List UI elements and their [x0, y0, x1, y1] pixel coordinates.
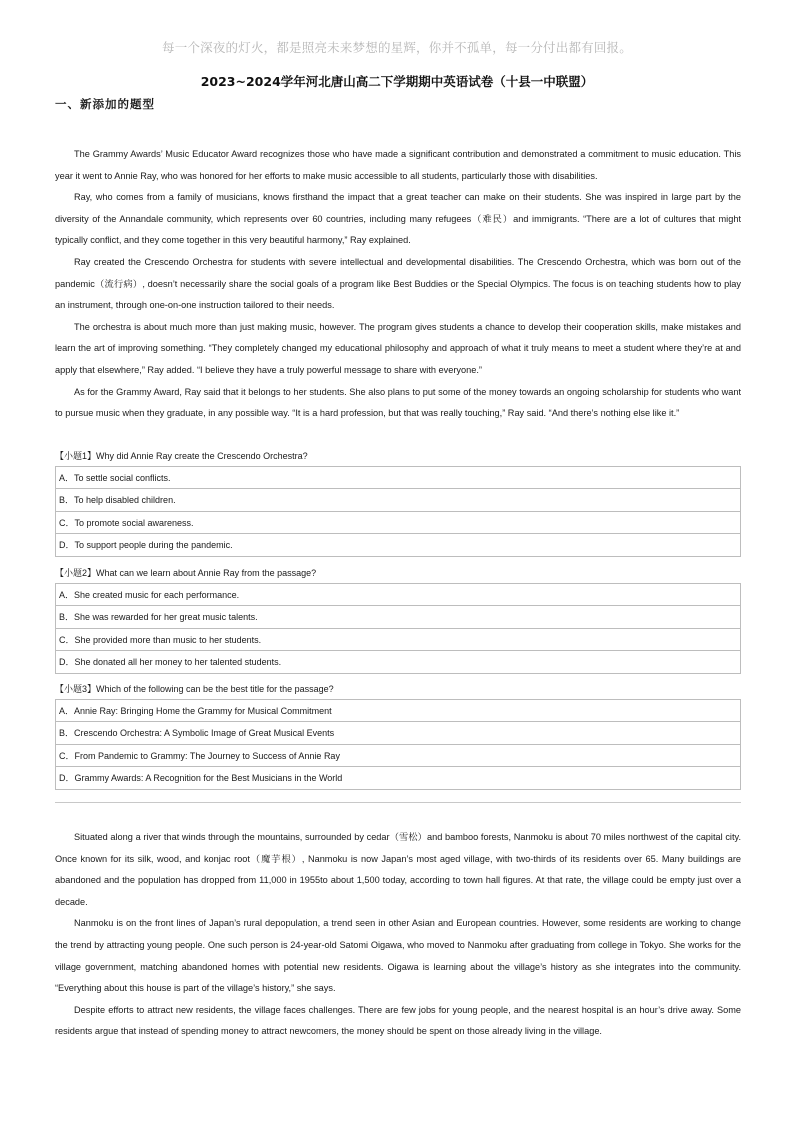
option-d[interactable]: D．Grammy Awards: A Recognition for the Best Musicians in the World	[59, 772, 343, 783]
paragraph: Situated along a river that winds through the mountains, surrounded by cedar（雪松）and bamboo forests, Nanmoku is about 70 miles northwest of the capital city. Once known for its silk, wood, and konjac root（魔芋根）, Nanmoku is now Japan’s most aged village, with two-thirds of its residents over 65. Many buildings are abandoned and the population has dropped from 11,000 in 1955to about 1,500 today, according to town hall figures. At that rate, the village could be empty just over a decade.	[55, 832, 741, 907]
question-3	[55, 679, 741, 790]
passage-2	[55, 827, 741, 1043]
option-a[interactable]: A．To settle social conflicts.	[56, 467, 740, 489]
option-a[interactable]: A．Annie Ray: Bringing Home the Grammy for Musical Commitment	[56, 700, 740, 722]
watermark-text: 每一个深夜的灯火，都是照亮未来梦想的星辉，你并不孤单，每一分付出都有回报。	[162, 40, 632, 55]
option-d[interactable]: D．To support people during the pandemic.	[59, 539, 233, 550]
option-a[interactable]: A．She created music for each performance.	[56, 584, 740, 606]
question-stem: 【小题1】Why did Annie Ray create the Crescendo Orchestra?	[55, 451, 308, 461]
option-c[interactable]: C．To promote social awareness.	[56, 512, 740, 534]
option-b[interactable]: B．She was rewarded for her great music talents.	[56, 606, 740, 628]
option-c[interactable]: C．From Pandemic to Grammy: The Journey to Success of Annie Ray	[56, 745, 740, 767]
paragraph: Despite efforts to attract new residents, the village faces challenges. There are few jobs for young people, and the nearest hospital is an hour’s drive away. Some residents argue that instead of spending money to attract newcomers, the money should be spent on those already living in the village.	[55, 1004, 741, 1037]
question-1	[55, 446, 741, 557]
section-heading: 一、新添加的题型	[55, 97, 155, 111]
option-d[interactable]: D．She donated all her money to her talented students.	[59, 656, 282, 667]
question-stem: 【小题2】What can we learn about Annie Ray from the passage?	[55, 568, 317, 578]
passage-1	[55, 144, 741, 425]
option-b[interactable]: B．To help disabled children.	[56, 489, 740, 511]
paragraph: Ray created the Crescendo Orchestra for students with severe intellectual and developmental disabilities. The Crescendo Orchestra, which was born out of the pandemic（流行病）, doesn’t necessarily share the social goals of a program like Best Buddies or the Special Olympics. The focus is on teaching students how to play an instrument, through one-on-one instruction tailored to their needs.	[55, 256, 741, 311]
options-table	[55, 583, 741, 674]
options-table	[55, 699, 741, 790]
page-title: 2023~2024学年河北唐山高二下学期期中英语试卷（十县一中联盟）	[200, 74, 594, 89]
paragraph: Nanmoku is on the front lines of Japan’s rural depopulation, a trend seen in other Asian and European countries. However, some residents are working to change the trend by attracting young people. One such person is 24-year-old Satomi Oigawa, who moved to Nanmoku after graduating from college in Tokyo. She works for the village government, matching abandoned homes with potential new residents. Oigawa is learning about the village’s history as she integrates into the community. “Everything about this house is part of the village’s history,” she says.	[55, 918, 741, 994]
paragraph: As for the Grammy Award, Ray said that it belongs to her students. She also plans to put some of the money towards an ongoing scholarship for students who want to pursue music when they graduate, in any possible way. “It is a hard profession, but that was really touching,” Ray said. “And there’s nothing else like it.”	[55, 386, 741, 419]
paragraph: The orchestra is about much more than just making music, however. The program gives students a chance to develop their cooperation skills, make mistakes and learn the art of improving something. “They completely changed my educational philosophy and approach of what it truly means to meet a student where they’re at and apply that elsewhere,” Ray added. “I believe they have a truly powerful message to share with everyone.”	[55, 321, 741, 375]
options-table	[55, 466, 741, 557]
paragraph: The Grammy Awards’ Music Educator Award recognizes those who have made a significant contribution and demonstrated a commitment to music education. This year it went to Annie Ray, who was honored for her efforts to make music accessible to all students, particularly those with disabilities.	[55, 149, 741, 181]
option-c[interactable]: C．She provided more than music to her students.	[56, 629, 740, 651]
paragraph: Ray, who comes from a family of musicians, knows firsthand the impact that a great teacher can make on their students. She was inspired in large part by the diversity of the Annandale community, which represents over 60 countries, including many refugees（难民）and immigrants. “There are a lot of cultures that might typically conflict, and they come together in this very beautiful harmony,” Ray explained.	[55, 192, 741, 246]
option-b[interactable]: B．Crescendo Orchestra: A Symbolic Image of Great Musical Events	[56, 722, 740, 744]
section-divider	[55, 802, 741, 803]
question-2	[55, 563, 741, 674]
question-stem: 【小题3】Which of the following can be the best title for the passage?	[55, 684, 334, 694]
